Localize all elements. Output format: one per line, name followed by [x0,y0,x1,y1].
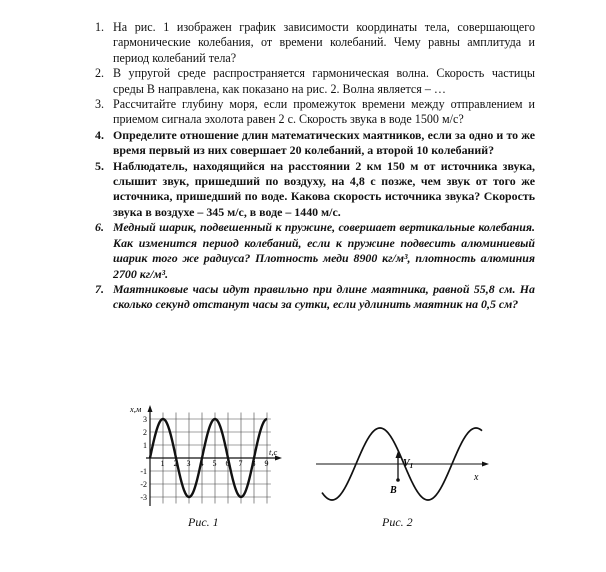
velocity-subscript: 1 [409,462,414,470]
velocity-label [403,458,413,470]
y-tick-label: -1 [140,467,147,476]
x-tick-label: 7 [238,459,243,468]
problem-text: Определите отношение длин математических маятников, если за одно и то же время первый из них совершает 20 колебаний, а второй 10 колебаний? [113,127,535,158]
problem-number: 5. [95,158,104,173]
problem-number: 2. [95,66,105,81]
problem-text: Рассчитайте глубину моря, если промежуток времени между отправлением и приемом сигнала эхолота равен 2 с. Скорость звука в воде 1500 м/с? [113,97,535,127]
y-tick-label: -2 [140,480,147,489]
figure-1-graph [128,402,288,512]
y-axis-arrow [148,405,153,412]
x-axis-label: t,c [269,447,278,457]
point-label: B [390,485,397,496]
problem-text: Маятниковые часы идут правильно при длине маятника, равной 55,8 см. На сколько секунд отстанут часы за сутки, если удлинить маятник на 0,5 см? [113,281,535,312]
problem-text: В упругой среде распространяется гармоническая волна. Скорость частицы среды B направлена, как показано на рис. 2. Волна является – … [113,66,535,96]
x-tick-label: 5 [212,459,217,468]
velocity-letter: V [403,458,410,469]
x-axis-arrow [482,462,489,467]
figure-2-caption: Рис. 2 [382,515,413,529]
x-tick-label: 4 [199,459,204,468]
problem-text: На рис. 1 изображен график зависимости координаты тела, совершающего гармонические колебания, от времени колебаний. Чему равны амплитуда и период колебаний тела? [113,20,535,65]
y-tick-label: 3 [143,415,147,424]
y-tick-label: 2 [143,428,147,437]
x-tick-label: 6 [225,459,230,468]
problem-text: Медный шарик, подвешенный к пружине, совершает вертикальные колебания. Как изменится период колебаний, если к пружине подвесить алюминиевый шарик того же радиуса? Плотность меди 8900 кг/м³, плотность алюминия 2700 кг/м³. [113,220,535,281]
x-tick-label: 2 [173,459,178,468]
x-tick-label: 9 [264,459,269,468]
figure-1-caption: Рис. 1 [188,515,219,529]
problem-number: 7. [95,281,104,296]
y-tick-labels [140,415,147,502]
y-tick-label: 1 [143,441,147,450]
y-axis-label: x,м [130,404,142,414]
axis-label: x [474,472,479,483]
x-tick-label: 8 [251,459,256,468]
problem-number: 1. [95,20,105,34]
problem-number: 6. [95,220,104,235]
problem-text: Наблюдатель, находящийся на расстоянии 2 км 150 м от источника звука, слышит звук, пришедший по воздуху, на 4,8 с позже, чем звук от того же источника, пришедший по воде. Какова скорость источника звука? Скорость звука в воздухе – 345 м/с, в воде – 1440 м/с. [113,158,535,219]
problem-number: 4. [95,127,104,142]
y-tick-label: -3 [140,493,147,502]
figure-2-wave [308,402,498,512]
x-tick-label: 1 [160,459,165,468]
x-tick-label: 3 [186,459,191,468]
problem-number: 3. [95,97,105,112]
